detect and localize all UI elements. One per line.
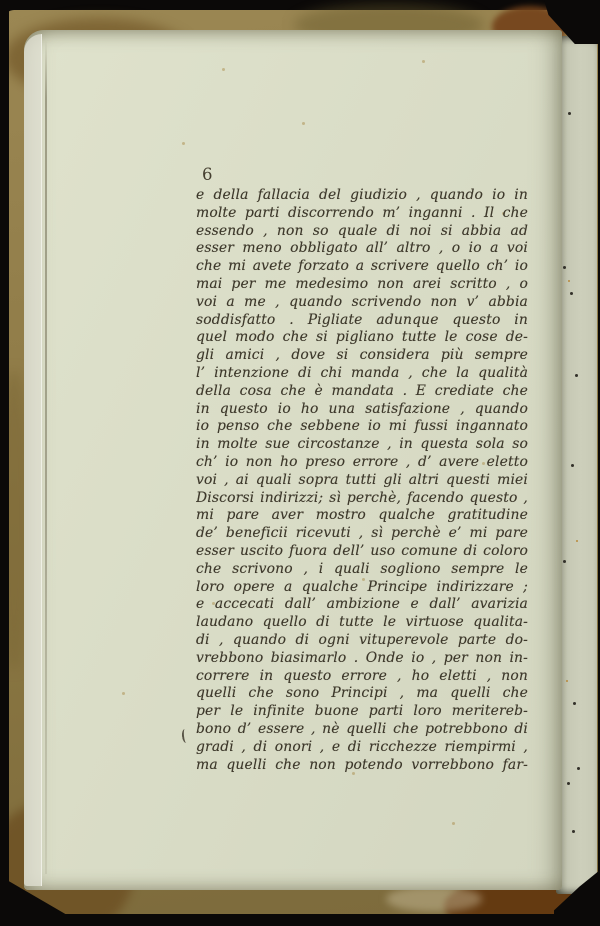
backdrop-strip-bottom: [0, 914, 600, 926]
text-line: gradi , di onori , e di ricchezze riempirmi ,: [196, 738, 528, 755]
text-line: quel modo che si pigliano tutte le cose de-: [196, 329, 528, 346]
foxing-specks: [24, 30, 27, 33]
text-line: di , quando di ogni vituperevole parte do-: [196, 631, 528, 648]
text-line: mi pare aver mostro qualche gratitudine: [196, 507, 528, 524]
text-line: soddisfatto . Pigliate adunque questo in: [196, 311, 528, 328]
text-line: correre in questo errore , ho eletti , non: [196, 667, 528, 684]
fore-edge-specks-foxing: [562, 40, 564, 42]
page-text: [196, 187, 528, 774]
text-line: loro opere a qualche Principe indirizzare ;: [196, 578, 528, 595]
text-line: ch’ io non ho preso errore , d’ avere eletto: [196, 453, 528, 470]
text-line: l’ intenzione di chi manda , che la qualità: [196, 364, 528, 381]
text-line: voi , ai quali sopra tutti gli altri questi miei: [196, 471, 528, 488]
text-line: ma quelli che non potendo vorrebbono far-: [196, 756, 528, 773]
text-line: voi a me , quando scrivendo non v’ abbia: [196, 293, 528, 310]
text-line: bono d’ essere , nè quelli che potrebbono di: [196, 720, 528, 737]
text-line: gli amici , dove si considera più sempre: [196, 347, 528, 364]
text-line: Discorsi indirizzi; sì perchè, facendo questo ,: [196, 489, 528, 506]
book-page: [24, 30, 562, 890]
text-line: mai per me medesimo non arei scritto , o: [196, 275, 528, 292]
text-line: e accecati dall’ ambizione e dall’ avarizia: [196, 596, 528, 613]
text-line: molte parti discorrendo m’ inganni . Il che: [196, 204, 528, 221]
text-line: essendo , non so quale di noi si abbia ad: [196, 222, 528, 239]
page-number: 6: [202, 165, 213, 184]
text-line: quelli che sono Principi , ma quelli che: [196, 685, 528, 702]
text-line: de’ beneficii ricevuti , sì perchè e’ mi pare: [196, 525, 528, 542]
text-line: esser uscito fuora dell’ uso comune di coloro: [196, 542, 528, 559]
text-line: per le infinite buone parti loro meritereb-: [196, 703, 528, 720]
text-line: e della fallacia del giudizio , quando io in: [196, 187, 528, 203]
text-line: vrebbono biasimarlo . Onde io , per non in-: [196, 649, 528, 666]
text-line: esser meno obbligato all’ altro , o io a voi: [196, 240, 528, 257]
text-line: della cosa che è mandata . E crediate che: [196, 382, 528, 399]
text-line: laudano quello di tutte le virtuose qualita-: [196, 614, 528, 631]
text-line: che scrivono , i quali sogliono sempre le: [196, 560, 528, 577]
text-line: che mi avete forzato a scrivere quello ch’ io: [196, 258, 528, 275]
page-crease: [45, 40, 47, 874]
text-line: in molte sue circostanze , in questa sola so: [196, 436, 528, 453]
fore-edge-pages: [556, 36, 597, 894]
page-under-edge: [24, 34, 42, 886]
margin-ink-mark: [181, 729, 188, 744]
text-line: in questo io ho una satisfazione , quando: [196, 400, 528, 417]
text-line: io penso che sebbene io mi fussi ingannato: [196, 418, 528, 435]
backdrop-strip-left: [0, 0, 9, 926]
